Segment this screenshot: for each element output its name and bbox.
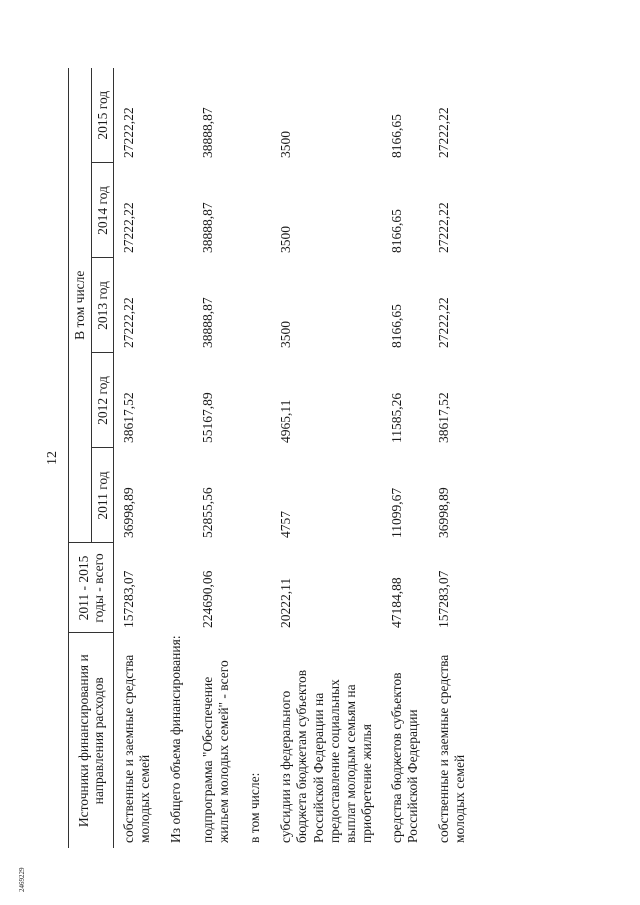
cell-total: 20222,11 <box>278 577 294 628</box>
cell-2015: 38888,87 <box>199 107 215 158</box>
cell-2014: 8166,65 <box>389 209 405 253</box>
cell-2013: 27222,22 <box>121 297 137 348</box>
cell-2013: 27222,22 <box>435 297 451 348</box>
side-stamp: 2469229 <box>18 867 26 892</box>
cell-2012: 4965,11 <box>278 399 294 443</box>
cell-2013: 38888,87 <box>199 297 215 348</box>
cell-2012: 38617,52 <box>435 392 451 443</box>
cell-2011: 52855,56 <box>199 487 215 538</box>
cell-2014: 38888,87 <box>199 202 215 253</box>
cell-2013: 3500 <box>278 321 294 348</box>
cell-2014: 27222,22 <box>435 202 451 253</box>
table-row <box>271 68 382 848</box>
table-row <box>160 68 192 848</box>
financing-table <box>68 68 475 848</box>
cell-2011: 36998,89 <box>435 487 451 538</box>
cell-2011: 11099,67 <box>389 487 405 538</box>
cell-2015: 3500 <box>278 131 294 158</box>
cell-2011: 4757 <box>278 511 294 538</box>
header-total: 2011 - 2015 годы - всего <box>69 543 114 633</box>
cell-total: 47184,88 <box>389 577 405 628</box>
cell-2015: 8166,65 <box>389 114 405 158</box>
page-number: 12 <box>45 451 60 465</box>
row-label: собственные и заемные средства молодых семей <box>121 654 153 843</box>
header-year-2014: 2014 год <box>91 163 114 258</box>
row-label: подпрограмма "Обеспечение жильем молодых семей" - всего <box>199 660 231 843</box>
header-sources: Источники финансирования и направления расходов <box>69 633 114 848</box>
row-label: средства бюджетов субъектов Российской Федерации <box>389 672 421 843</box>
header-year-2013: 2013 год <box>91 258 114 353</box>
cell-total: 224690,06 <box>199 570 215 628</box>
cell-2014: 3500 <box>278 226 294 253</box>
table-row <box>239 68 271 848</box>
cell-2014: 27222,22 <box>121 202 137 253</box>
header-year-2015: 2015 год <box>91 68 114 163</box>
cell-2015: 27222,22 <box>121 107 137 158</box>
section-heading: в том числе: <box>246 772 262 843</box>
row-label: субсидии из федерального бюджета бюджетам субъектов Российской Федерации на предоставление социальных выплат молодым семьям на приобретение жилья <box>278 669 375 843</box>
header-year-2012: 2012 год <box>91 353 114 448</box>
table-row <box>382 68 428 848</box>
cell-2012: 55167,89 <box>199 392 215 443</box>
cell-2011: 36998,89 <box>121 487 137 538</box>
section-heading: Из общего объема финансирования: <box>168 635 184 843</box>
header-in-that-number: В том числе <box>69 68 92 543</box>
cell-2012: 38617,52 <box>121 392 137 443</box>
cell-total: 157283,07 <box>121 570 137 628</box>
cell-2015: 27222,22 <box>435 107 451 158</box>
table-row <box>114 68 161 848</box>
table-row <box>429 68 475 848</box>
header-year-2011: 2011 год <box>91 448 114 543</box>
rotated-document <box>68 68 548 848</box>
cell-total: 157283,07 <box>435 570 451 628</box>
cell-2013: 8166,65 <box>389 304 405 348</box>
row-label: собственные и заемные средства молодых семей <box>435 654 467 843</box>
table-row <box>193 68 239 848</box>
cell-2012: 11585,26 <box>389 392 405 443</box>
